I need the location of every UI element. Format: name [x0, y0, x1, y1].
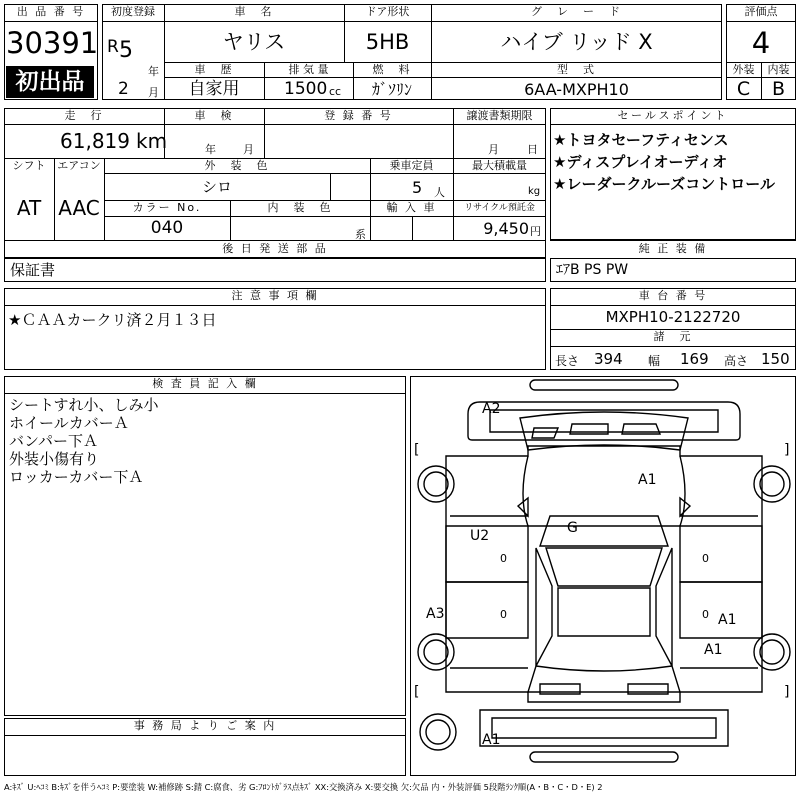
door-zero-mark: 0	[500, 608, 507, 621]
era-label: R	[107, 37, 119, 57]
damage-mark-right-rear-wheel: A1	[704, 642, 723, 658]
inspector-note: バンパー下Ａ	[9, 432, 98, 450]
displacement: 1500	[284, 79, 328, 99]
registration-month: 2	[118, 79, 129, 99]
exterior-color-header: 外 装 色	[204, 159, 270, 172]
door-type-header: ドア形状	[365, 5, 410, 18]
inspector-note: 外装小傷有り	[9, 450, 100, 468]
lot-number: 30391	[6, 26, 99, 60]
capacity-unit: 人	[434, 186, 445, 199]
aircon: AAC	[58, 196, 100, 220]
mileage: 61,819	[60, 129, 130, 153]
car-name: ヤリス	[222, 30, 286, 54]
damage-mark-windshield: G	[567, 520, 578, 536]
interior-color-header: 内 装 色	[267, 201, 333, 214]
bracket-left-bottom: [	[414, 684, 420, 700]
registration-number-header: 登 録 番 号	[324, 109, 393, 122]
grade: ハイブ リッド X	[500, 30, 653, 54]
height-value: 150	[761, 350, 790, 368]
damage-mark-hood: A1	[638, 472, 657, 488]
damage-mark-left-rocker: A3	[426, 606, 445, 622]
damage-legend: A:ｷｽﾞ U:ﾍｺﾐ B:ｷｽﾞを伴うﾍｺﾐ P:要塗装 W:補修跡 S:錆 C:腐食、劣 G:ﾌﾛﾝﾄｶﾞﾗｽ点ｷｽﾞ XX:交換済み X:要交換 欠:欠品 内・外装評価 5段階ﾗﾝｸ順(A・B・C・D・E) 2	[4, 782, 603, 792]
sales-point-item: ★トヨタセーフティセンス	[553, 131, 729, 149]
inspection-month-unit: 月	[243, 143, 254, 156]
color-number: 040	[150, 218, 184, 238]
door-zero-mark: 0	[500, 552, 507, 565]
fuel: ｶﾞｿﾘﾝ	[371, 80, 412, 99]
capacity-header: 乗車定員	[389, 159, 434, 172]
transfer-month-unit: 月	[488, 143, 499, 156]
recycle-fee-unit: 円	[530, 225, 541, 238]
inspector-header: 検 査 員 記 入 欄	[152, 377, 258, 390]
width-value: 169	[680, 350, 709, 368]
month-unit: 月	[148, 86, 159, 99]
length-label: 長さ	[555, 354, 580, 368]
door-zero-mark: 0	[702, 608, 709, 621]
recycle-fee: 9,450	[483, 219, 529, 238]
capacity: 5	[412, 178, 423, 197]
shift-header: シフト	[12, 159, 46, 172]
interior-color-unit: 系	[355, 228, 366, 241]
overall-rating: 4	[751, 26, 771, 60]
year-unit: 年	[148, 65, 159, 78]
exterior-rating-header: 外装	[732, 63, 755, 76]
caution-header: 注 意 事 項 欄	[231, 289, 319, 302]
inspector-note: ホイールカバーＡ	[9, 414, 129, 432]
caution-text: ★ＣＡＡカークリ済２月１３日	[8, 311, 217, 329]
damage-mark-rear-bumper: A1	[482, 732, 501, 748]
transfer-day-unit: 日	[527, 143, 538, 156]
import-header: 輸 入 車	[386, 201, 437, 214]
model-code-header: 型 式	[557, 63, 596, 76]
model-code: 6AA-MXPH10	[524, 80, 629, 99]
standard-equipment-header: 純 正 装 備	[638, 242, 708, 255]
bracket-right-bottom: ]	[784, 684, 790, 700]
damage-mark-left-front-door: U2	[470, 528, 490, 544]
chassis-number: MXPH10-2122720	[605, 308, 741, 326]
mileage-header: 走 行	[64, 109, 104, 122]
door-zero-mark: 0	[702, 552, 709, 565]
sales-points-header: セールスポイント	[617, 109, 729, 122]
grade-header: グ レ ー ド	[531, 5, 622, 18]
width-label: 幅	[648, 354, 661, 368]
standard-equipment: ｴｱB PS PW	[556, 262, 629, 278]
sales-point-item: ★レーダークルーズコントロール	[553, 175, 775, 193]
displacement-unit: cc	[329, 85, 342, 98]
later-parts-header: 後 日 発 送 部 品	[222, 242, 328, 255]
inspector-note: ロッカーカバー下Ａ	[9, 468, 144, 486]
inspection-year-unit: 年	[205, 143, 216, 156]
first-registration-header: 初度登録	[111, 5, 155, 18]
later-parts-box	[4, 258, 546, 282]
rating-header: 評価点	[744, 5, 778, 18]
shift: AT	[16, 196, 42, 220]
registration-year: 5	[119, 38, 133, 63]
first-listing-badge	[6, 66, 94, 98]
max-load-unit: kg	[528, 186, 541, 197]
bracket-left-top: [	[414, 442, 420, 458]
later-parts: 保証書	[10, 261, 56, 279]
bracket-right-top: ]	[784, 442, 790, 458]
history-header: 車 歴	[194, 63, 234, 76]
damage-mark-front-bumper: A2	[482, 401, 501, 417]
height-label: 高さ	[724, 354, 749, 368]
max-load-header: 最大積載量	[472, 159, 527, 172]
recycle-fee-header: リサイクル預託金	[464, 203, 535, 213]
damage-mark-right-rear-door: A1	[718, 612, 737, 628]
car-damage-diagram	[410, 376, 796, 776]
dimensions-header: 諸 元	[653, 330, 693, 343]
car-history: 自家用	[188, 79, 240, 99]
transfer-deadline-header: 譲渡書類期限	[466, 109, 533, 122]
car-name-header: 車 名	[234, 5, 274, 18]
exterior-rating: C	[736, 78, 751, 100]
exterior-color: シロ	[201, 178, 232, 196]
interior-rating: B	[771, 78, 786, 100]
first-listing-label: 初出品	[15, 69, 85, 95]
aircon-header: エアコン	[57, 159, 101, 172]
color-number-header: カラー No.	[132, 201, 202, 214]
lot-number-header: 出 品 番 号	[16, 5, 86, 18]
interior-rating-header: 内装	[767, 63, 790, 76]
sales-point-item: ★ディスプレイオーディオ	[553, 153, 728, 171]
inspector-note: シートすれ小、しみ小	[9, 396, 159, 414]
mileage-unit: km	[136, 129, 168, 153]
door-type: 5HB	[365, 30, 410, 54]
office-header: 事 務 局 よ り ご 案 内	[133, 719, 277, 732]
fuel-header: 燃 料	[372, 63, 412, 76]
chassis-number-header: 車 台 番 号	[638, 289, 708, 302]
inspection-header: 車 検	[194, 109, 234, 122]
length-value: 394	[594, 350, 623, 368]
displacement-header: 排 気 量	[288, 63, 329, 76]
